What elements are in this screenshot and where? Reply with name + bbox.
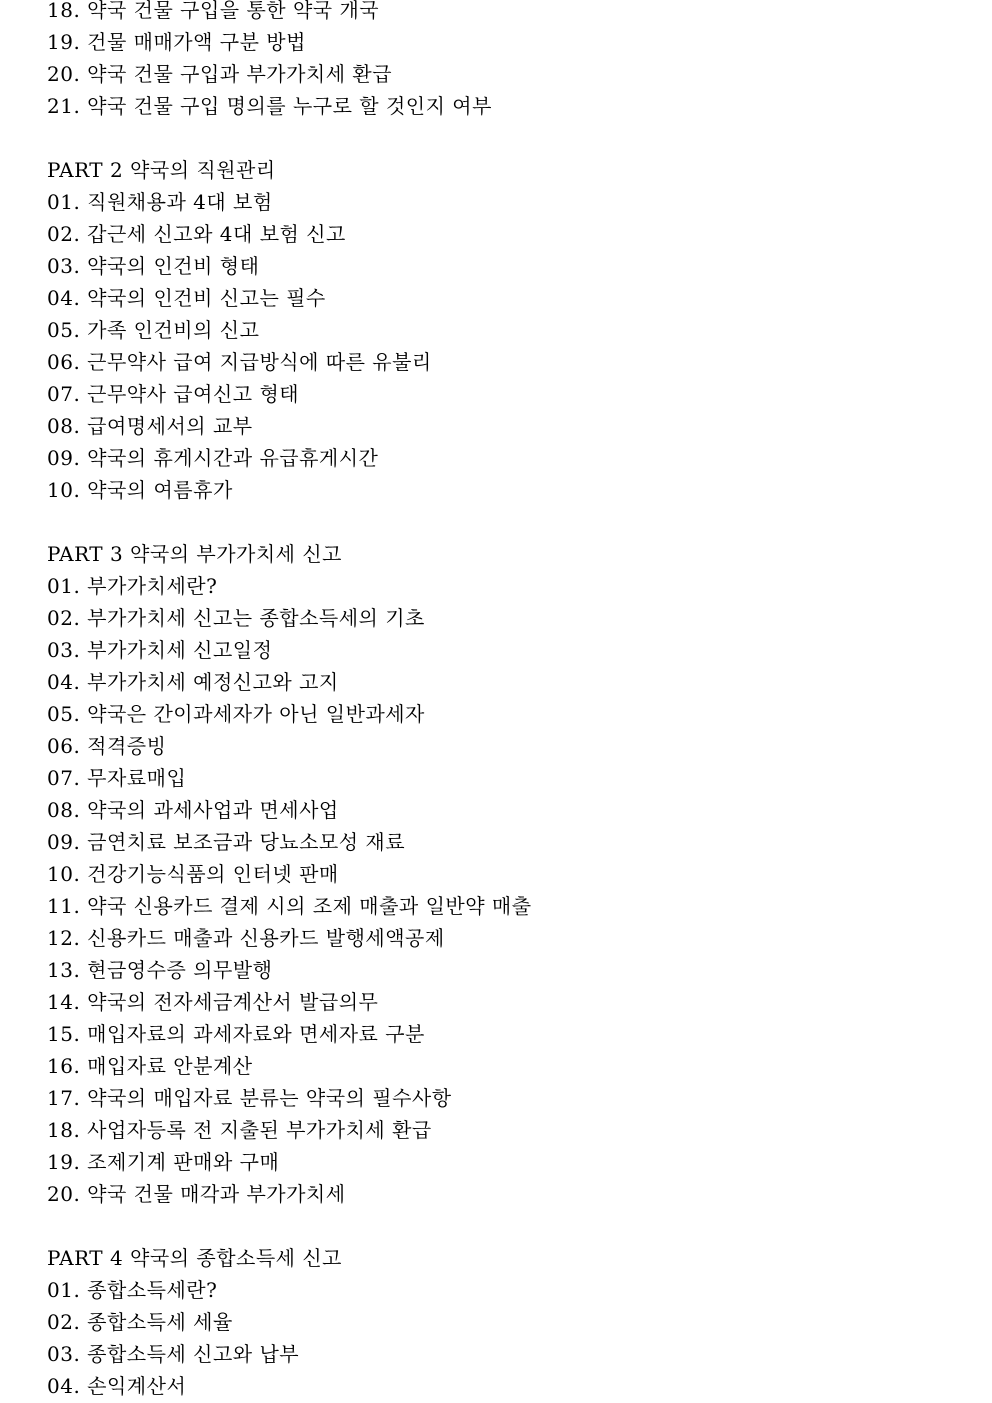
toc-item: 19. 조제기계 판매와 구매	[47, 1150, 280, 1174]
part-heading: PART 4 약국의 종합소득세 신고	[47, 1246, 342, 1270]
toc-item: 10. 약국의 여름휴가	[47, 478, 233, 502]
toc-item: 08. 급여명세서의 교부	[47, 414, 253, 438]
toc-item: 09. 금연치료 보조금과 당뇨소모성 재료	[47, 830, 406, 854]
part-heading: PART 3 약국의 부가가치세 신고	[47, 542, 342, 566]
toc-item: 10. 건강기능식품의 인터넷 판매	[47, 862, 339, 886]
toc-item: 03. 종합소득세 신고와 납부	[47, 1342, 300, 1366]
section-spacer	[47, 506, 947, 538]
section-spacer	[47, 122, 947, 154]
toc-item: 16. 매입자료 안분계산	[47, 1054, 253, 1078]
toc-item: 13. 현금영수증 의무발행	[47, 958, 273, 982]
toc-item: 20. 약국 건물 매각과 부가가치세	[47, 1182, 346, 1206]
toc-section-part1-continued	[47, 0, 947, 122]
toc-item: 02. 종합소득세 세율	[47, 1310, 233, 1334]
toc-item: 05. 약국은 간이과세자가 아닌 일반과세자	[47, 702, 425, 726]
toc-item: 07. 근무약사 급여신고 형태	[47, 382, 300, 406]
toc-item: 08. 약국의 과세사업과 면세사업	[47, 798, 339, 822]
toc-item: 19. 건물 매매가액 구분 방법	[47, 30, 306, 54]
toc-item: 04. 손익계산서	[47, 1374, 187, 1398]
toc-item: 18. 약국 건물 구입을 통한 약국 개국	[47, 0, 380, 22]
toc-item: 09. 약국의 휴게시간과 유급휴게시간	[47, 446, 379, 470]
toc-item: 05. 가족 인건비의 신고	[47, 318, 260, 342]
toc-item: 02. 부가가치세 신고는 종합소득세의 기초	[47, 606, 425, 630]
toc-section-part4	[47, 1242, 947, 1402]
toc-item: 14. 약국의 전자세금계산서 발급의무	[47, 990, 379, 1014]
toc-item: 04. 약국의 인건비 신고는 필수	[47, 286, 326, 310]
toc-item: 03. 약국의 인건비 형태	[47, 254, 260, 278]
toc-item: 01. 종합소득세란?	[47, 1278, 218, 1302]
section-spacer	[47, 1210, 947, 1242]
toc-item: 06. 근무약사 급여 지급방식에 따른 유불리	[47, 350, 432, 374]
toc-item: 03. 부가가치세 신고일정	[47, 638, 273, 662]
toc-item: 06. 적격증빙	[47, 734, 167, 758]
toc-item: 15. 매입자료의 과세자료와 면세자료 구분	[47, 1022, 425, 1046]
toc-item: 01. 부가가치세란?	[47, 574, 218, 598]
table-of-contents	[47, 0, 947, 1402]
toc-section-part2	[47, 154, 947, 506]
toc-item: 12. 신용카드 매출과 신용카드 발행세액공제	[47, 926, 445, 950]
toc-item: 01. 직원채용과 4대 보험	[47, 190, 273, 214]
toc-item: 07. 무자료매입	[47, 766, 187, 790]
part-heading: PART 2 약국의 직원관리	[47, 158, 276, 182]
toc-item: 21. 약국 건물 구입 명의를 누구로 할 것인지 여부	[47, 94, 492, 118]
toc-item: 17. 약국의 매입자료 분류는 약국의 필수사항	[47, 1086, 452, 1110]
toc-item: 20. 약국 건물 구입과 부가가치세 환급	[47, 62, 393, 86]
toc-item: 11. 약국 신용카드 결제 시의 조제 매출과 일반약 매출	[47, 894, 532, 918]
toc-item: 04. 부가가치세 예정신고와 고지	[47, 670, 339, 694]
toc-section-part3	[47, 538, 947, 1210]
toc-item: 02. 갑근세 신고와 4대 보험 신고	[47, 222, 346, 246]
toc-item: 18. 사업자등록 전 지출된 부가가치세 환급	[47, 1118, 432, 1142]
